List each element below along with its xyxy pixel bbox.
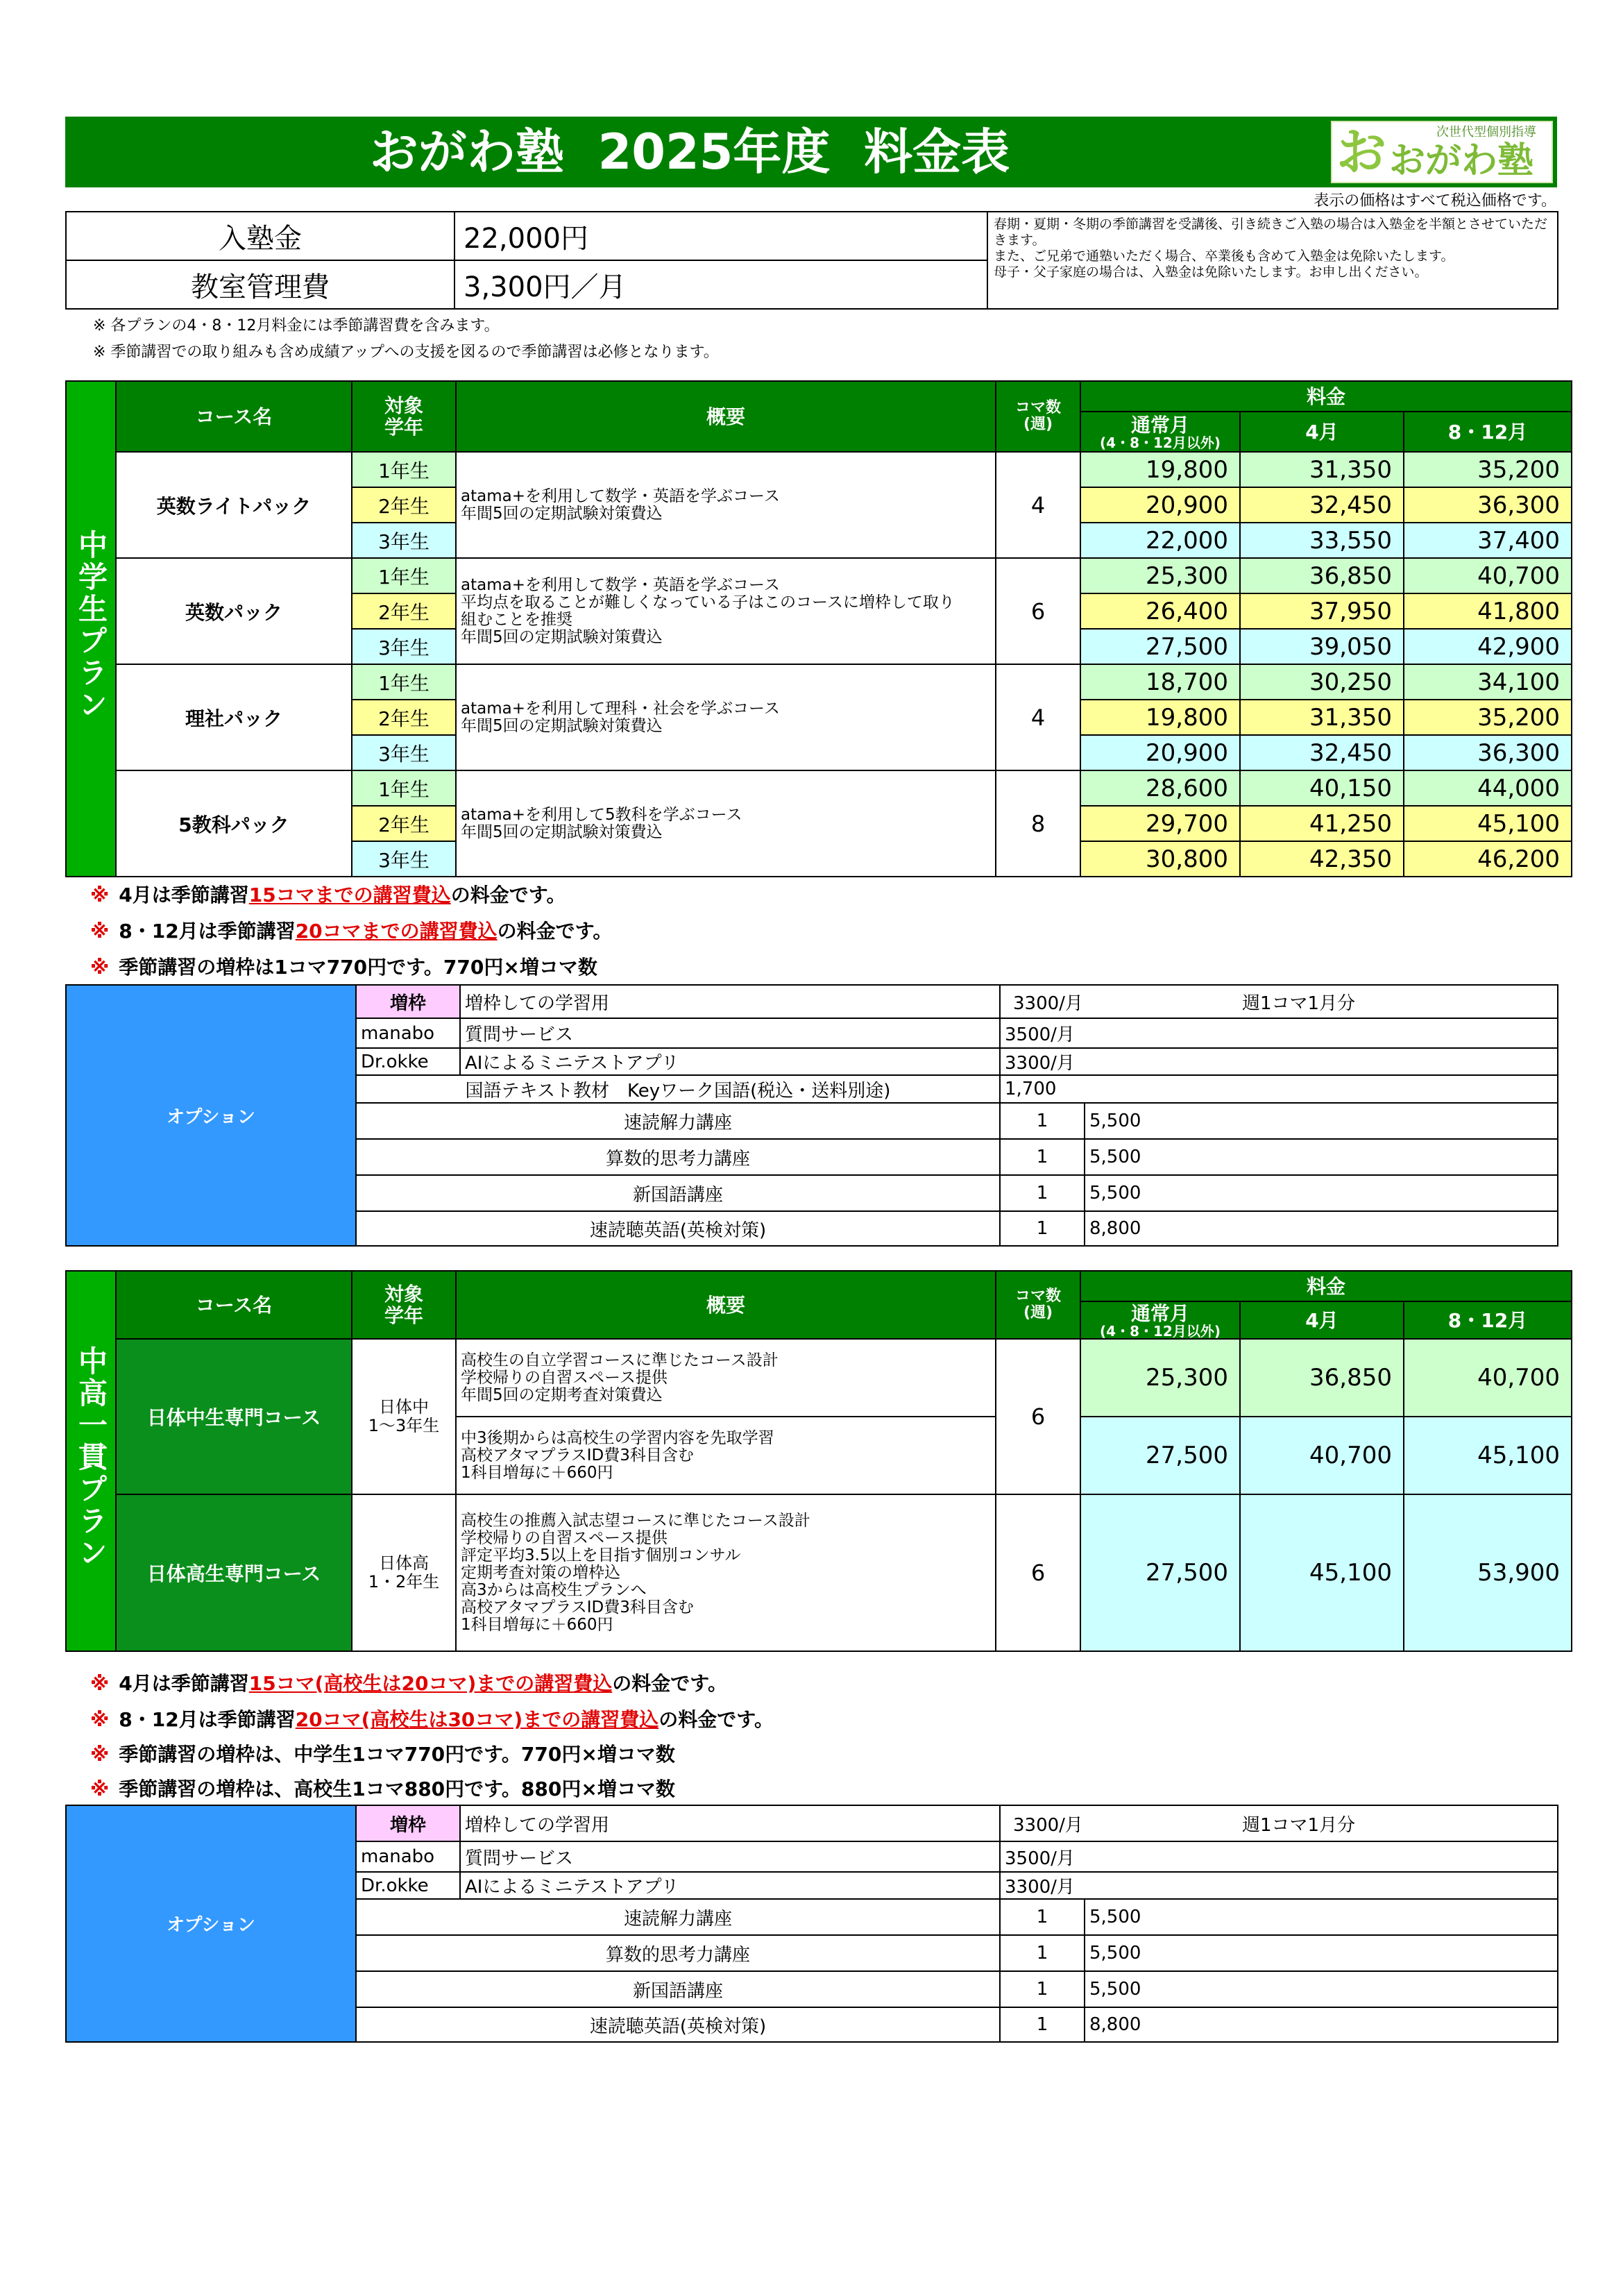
option-course-name: 速読解力講座 <box>356 1103 1000 1139</box>
option-course-name: 新国語講座 <box>356 1971 1000 2007</box>
price-regular: 28,600 <box>1080 770 1240 806</box>
integrated-note: ※ 季節講習の増枠は、高校生1コマ880円です。880円×増コマ数 <box>90 1778 675 1800</box>
price-april: 41,250 <box>1240 806 1404 841</box>
option-course-name: 新国語講座 <box>356 1175 1000 1211</box>
grade-cell: 2年生 <box>352 806 456 841</box>
price-april: 36,850 <box>1240 1339 1404 1417</box>
price-aug-dec: 53,900 <box>1404 1494 1572 1651</box>
fee-table <box>65 211 1558 310</box>
grade-cell: 3年生 <box>352 735 456 770</box>
option-course-name: 速読聴英語(英検対策) <box>356 2007 1000 2042</box>
integrated-note: ※ 8・12月は季節講習20コマ(高校生は30コマ)までの講習費込の料金です。 <box>90 1708 774 1731</box>
koma-cell: 4 <box>996 664 1080 770</box>
grade-cell: 2年生 <box>352 593 456 629</box>
option-course-count: 1 <box>1000 1935 1085 1971</box>
grade-cell: 3年生 <box>352 629 456 664</box>
price-april: 39,050 <box>1240 629 1404 664</box>
grade-cell: 1年生 <box>352 452 456 487</box>
option-course-price: 8,800 <box>1085 1211 1558 1246</box>
price-aug-dec: 41,800 <box>1404 593 1572 629</box>
header-april: 4月 <box>1240 1301 1404 1339</box>
facility-label: 教室管理費 <box>66 260 454 309</box>
option-manabo-price: 3500/月 <box>1000 1841 1558 1872</box>
junior-options-table <box>65 984 1558 1247</box>
option-course-count: 1 <box>1000 1899 1085 1935</box>
option-course-price: 5,500 <box>1085 1971 1558 2007</box>
header-target: 対象 学年 <box>352 381 456 452</box>
price-april: 40,700 <box>1240 1417 1404 1494</box>
price-aug-dec: 34,100 <box>1404 664 1572 700</box>
option-course-name: 算数的思考力講座 <box>356 1935 1000 1971</box>
target-cell: 日体中 1〜3年生 <box>352 1339 456 1494</box>
header-summary: 概要 <box>456 381 996 452</box>
facility-value: 3,300円／月 <box>454 260 987 309</box>
price-april: 32,450 <box>1240 735 1404 770</box>
option-okke-price: 3300/月 <box>1000 1048 1558 1075</box>
grade-cell: 1年生 <box>352 770 456 806</box>
header-summary: 概要 <box>456 1271 996 1339</box>
grade-cell: 3年生 <box>352 523 456 558</box>
option-course-price: 5,500 <box>1085 1935 1558 1971</box>
grade-cell: 2年生 <box>352 487 456 523</box>
price-regular: 19,800 <box>1080 700 1240 735</box>
price-regular: 27,500 <box>1080 1494 1240 1651</box>
option-course-count: 1 <box>1000 1971 1085 2007</box>
option-okke-price: 3300/月 <box>1000 1872 1558 1899</box>
grade-cell: 1年生 <box>352 558 456 593</box>
integrated-plan-label: 中高一貫プラン <box>66 1271 116 1651</box>
price-aug-dec: 45,100 <box>1404 806 1572 841</box>
price-april: 37,950 <box>1240 593 1404 629</box>
option-extra-key: 増枠 <box>356 985 460 1018</box>
header-course: コース名 <box>116 381 352 452</box>
option-course-price: 5,500 <box>1085 1103 1558 1139</box>
logo-name: おがわ塾 <box>1389 140 1534 182</box>
course-summary: atama+を利用して理科・社会を学ぶコース 年間5回の定期試験対策費込 <box>456 664 996 770</box>
price-regular: 25,300 <box>1080 558 1240 593</box>
option-course-price: 8,800 <box>1085 2007 1558 2042</box>
target-cell: 日体高 1・2年生 <box>352 1494 456 1651</box>
option-manabo-key: manabo <box>356 1841 460 1872</box>
price-regular: 26,400 <box>1080 593 1240 629</box>
header-regular: 通常月 (4・8・12月以外) <box>1080 412 1240 452</box>
header-aug-dec: 8・12月 <box>1404 412 1572 452</box>
header-aug-dec: 8・12月 <box>1404 1301 1572 1339</box>
option-manabo-desc: 質問サービス <box>460 1841 1000 1872</box>
price-april: 42,350 <box>1240 841 1404 877</box>
price-aug-dec: 46,200 <box>1404 841 1572 877</box>
price-april: 32,450 <box>1240 487 1404 523</box>
price-regular: 25,300 <box>1080 1339 1240 1417</box>
course-name: 日体中生専門コース <box>116 1339 352 1494</box>
junior-note: ※ 季節講習の増枠は1コマ770円です。770円×増コマ数 <box>90 956 597 979</box>
option-manabo-key: manabo <box>356 1018 460 1048</box>
course-summary: atama+を利用して5教科を学ぶコース 年間5回の定期試験対策費込 <box>456 770 996 877</box>
price-regular: 20,900 <box>1080 735 1240 770</box>
title-bar <box>65 117 1557 187</box>
option-course-price: 5,500 <box>1085 1175 1558 1211</box>
option-course-name: 算数的思考力講座 <box>356 1139 1000 1175</box>
option-course-name: 速読聴英語(英検対策) <box>356 1211 1000 1246</box>
header-course: コース名 <box>116 1271 352 1339</box>
header-fee: 料金 <box>1080 1271 1572 1301</box>
logo-tagline: 次世代型個別指導 <box>1436 125 1536 140</box>
top-note: ※ 各プランの4・8・12月料金には季節講習費を含みます。 <box>93 317 500 335</box>
integrated-note: ※ 4月は季節講習15コマ(高校生は20コマ)までの講習費込の料金です。 <box>90 1672 728 1695</box>
course-summary: 高校生の推薦入試志望コースに準じたコース設計 学校帰りの自習スペース提供 評定平均3.5以上を目指す個別コンサル 定期考査対策の増枠込 高3からは高校生プランへ 高校アタマプラスID費3科目含む 1科目増毎に＋660円 <box>456 1494 996 1651</box>
price-aug-dec: 36,300 <box>1404 735 1572 770</box>
price-april: 40,150 <box>1240 770 1404 806</box>
option-kokugo-price: 1,700 <box>1000 1075 1558 1103</box>
option-okke-desc: AIによるミニテストアプリ <box>460 1048 1000 1075</box>
price-aug-dec: 35,200 <box>1404 452 1572 487</box>
option-course-price: 5,500 <box>1085 1899 1558 1935</box>
price-regular: 22,000 <box>1080 523 1240 558</box>
price-regular: 27,500 <box>1080 629 1240 664</box>
admission-label: 入塾金 <box>66 212 454 260</box>
price-aug-dec: 45,100 <box>1404 1417 1572 1494</box>
header-regular: 通常月 (4・8・12月以外) <box>1080 1301 1240 1339</box>
course-name: 日体高生専門コース <box>116 1494 352 1651</box>
options-label: オプション <box>66 985 356 1246</box>
koma-cell: 6 <box>996 1494 1080 1651</box>
fee-notes <box>987 212 1558 309</box>
option-okke-desc: AIによるミニテストアプリ <box>460 1872 1000 1899</box>
price-regular: 30,800 <box>1080 841 1240 877</box>
integrated-options-table <box>65 1805 1558 2043</box>
price-aug-dec: 37,400 <box>1404 523 1572 558</box>
integrated-plan-table <box>65 1270 1572 1652</box>
option-extra-price: 3300/月 週1コマ1月分 <box>1000 985 1558 1018</box>
option-course-name: 速読解力講座 <box>356 1899 1000 1935</box>
logo-mark: お <box>1336 123 1387 181</box>
course-name: 理社パック <box>116 664 352 770</box>
price-regular: 18,700 <box>1080 664 1240 700</box>
header-fee: 料金 <box>1080 381 1572 412</box>
option-extra-desc: 増枠しての学習用 <box>460 1805 1000 1841</box>
course-summary: 中3後期からは高校生の学習内容を先取学習 高校アタマプラスID費3科目含む 1科目増毎に＋660円 <box>456 1417 996 1494</box>
option-course-count: 1 <box>1000 1211 1085 1246</box>
option-course-count: 1 <box>1000 1139 1085 1175</box>
header-koma: コマ数 (週) <box>996 381 1080 452</box>
fee-note: また、ご兄弟で通塾いただく場合、卒業後も含めて入塾金は免除いたします。 <box>994 248 1454 264</box>
fee-note: 春期・夏期・冬期の季節講習を受講後、引き続きご入塾の場合は入塾金を半額とさせていただきます。 <box>994 217 1548 248</box>
integrated-note: ※ 季節講習の増枠は、中学生1コマ770円です。770円×増コマ数 <box>90 1743 675 1766</box>
price-april: 31,350 <box>1240 700 1404 735</box>
koma-cell: 6 <box>996 558 1080 664</box>
price-aug-dec: 40,700 <box>1404 558 1572 593</box>
option-kokugo-desc: 国語テキスト教材 Keyワーク国語(税込・送料別途) <box>356 1075 1000 1103</box>
price-april: 36,850 <box>1240 558 1404 593</box>
page-title: おがわ塾 2025年度 料金表 <box>369 124 1010 180</box>
option-manabo-desc: 質問サービス <box>460 1018 1000 1048</box>
option-okke-key: Dr.okke <box>356 1872 460 1899</box>
header-koma: コマ数 (週) <box>996 1271 1080 1339</box>
price-aug-dec: 44,000 <box>1404 770 1572 806</box>
option-extra-key: 増枠 <box>356 1805 460 1841</box>
option-course-count: 1 <box>1000 1175 1085 1211</box>
admission-value: 22,000円 <box>454 212 987 260</box>
option-course-count: 1 <box>1000 1103 1085 1139</box>
price-april: 30,250 <box>1240 664 1404 700</box>
price-aug-dec: 36,300 <box>1404 487 1572 523</box>
grade-cell: 1年生 <box>352 664 456 700</box>
top-note: ※ 季節講習での取り組みも含め成績アップへの支援を図るので季節講習は必修となります。 <box>93 344 719 361</box>
option-okke-key: Dr.okke <box>356 1048 460 1075</box>
price-april: 33,550 <box>1240 523 1404 558</box>
option-course-price: 5,500 <box>1085 1139 1558 1175</box>
junior-note: ※ 8・12月は季節講習20コマまでの講習費込の料金です。 <box>90 920 613 943</box>
grade-cell: 2年生 <box>352 700 456 735</box>
price-aug-dec: 42,900 <box>1404 629 1572 664</box>
course-name: 英数ライトパック <box>116 452 352 558</box>
price-aug-dec: 35,200 <box>1404 700 1572 735</box>
junior-note: ※ 4月は季節講習15コマまでの講習費込の料金です。 <box>90 884 566 906</box>
price-regular: 27,500 <box>1080 1417 1240 1494</box>
koma-cell: 8 <box>996 770 1080 877</box>
header-april: 4月 <box>1240 412 1404 452</box>
price-regular: 19,800 <box>1080 452 1240 487</box>
option-manabo-price: 3500/月 <box>1000 1018 1558 1048</box>
course-summary: 高校生の自立学習コースに準じたコース設計 学校帰りの自習スペース提供 年間5回の定期考査対策費込 <box>456 1339 996 1417</box>
junior-plan-table <box>65 380 1572 877</box>
option-course-count: 1 <box>1000 2007 1085 2042</box>
price-april: 45,100 <box>1240 1494 1404 1651</box>
junior-plan-label: 中学生プラン <box>66 381 116 877</box>
koma-cell: 6 <box>996 1339 1080 1494</box>
koma-cell: 4 <box>996 452 1080 558</box>
price-april: 31,350 <box>1240 452 1404 487</box>
course-summary: atama+を利用して数学・英語を学ぶコース 平均点を取ることが難しくなっている子はこのコースに増枠して取り 組むことを推奨 年間5回の定期試験対策費込 <box>456 558 996 664</box>
price-regular: 29,700 <box>1080 806 1240 841</box>
fee-note: 母子・父子家庭の場合は、入塾金は免除いたします。お申し出ください。 <box>994 264 1428 280</box>
course-name: 5教科パック <box>116 770 352 877</box>
header-target: 対象 学年 <box>352 1271 456 1339</box>
options-label: オプション <box>66 1805 356 2042</box>
course-name: 英数パック <box>116 558 352 664</box>
price-regular: 20,900 <box>1080 487 1240 523</box>
option-extra-price: 3300/月 週1コマ1月分 <box>1000 1805 1558 1841</box>
tax-note: 表示の価格はすべて税込価格です。 <box>1314 192 1556 210</box>
price-aug-dec: 40,700 <box>1404 1339 1572 1417</box>
option-extra-desc: 増枠しての学習用 <box>460 985 1000 1018</box>
grade-cell: 3年生 <box>352 841 456 877</box>
school-logo <box>1331 121 1553 183</box>
course-summary: atama+を利用して数学・英語を学ぶコース 年間5回の定期試験対策費込 <box>456 452 996 558</box>
